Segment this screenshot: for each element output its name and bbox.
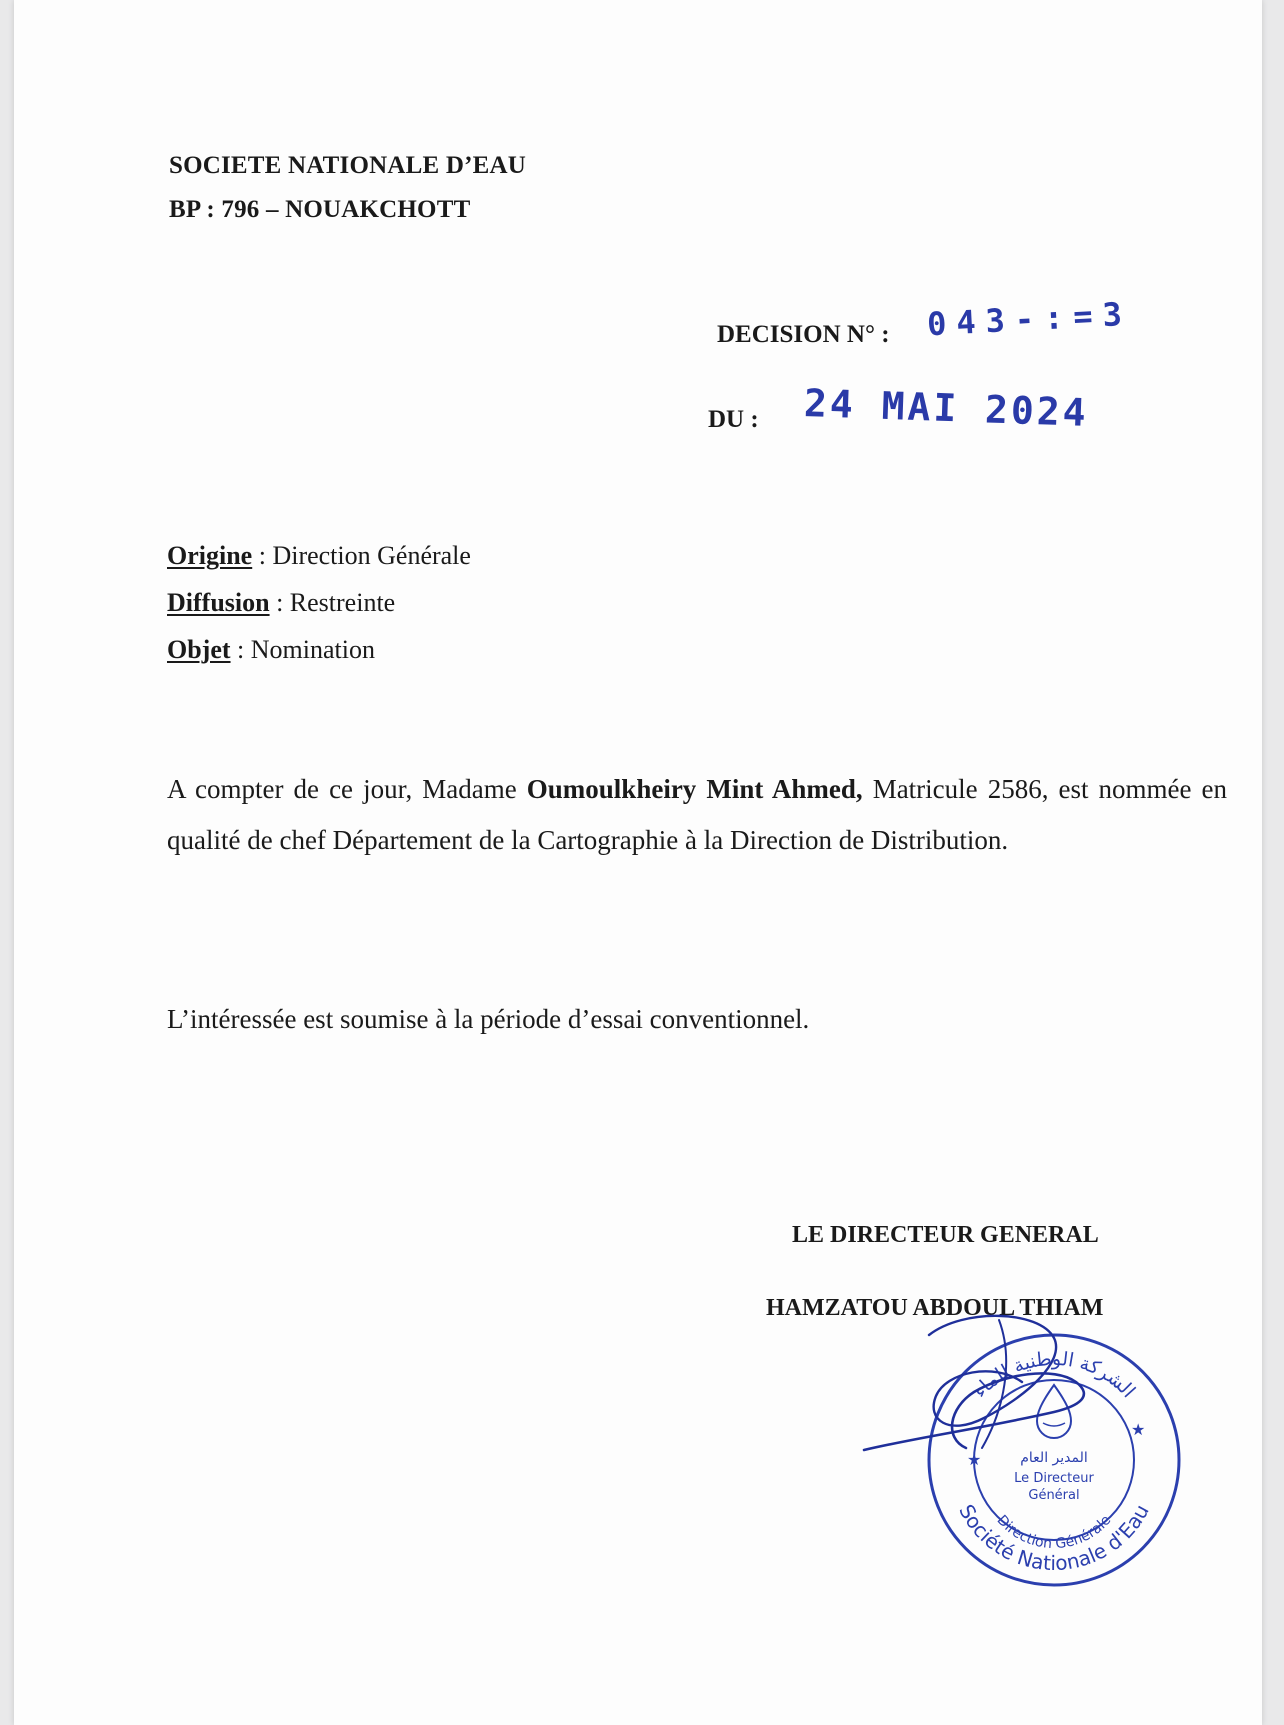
signature-title: LE DIRECTEUR GENERAL [792, 1222, 1099, 1248]
org-address: BP : 796 – NOUAKCHOTT [169, 196, 471, 223]
diffusion-line [167, 588, 395, 618]
decision-number-stamp: 043-:=3 [926, 294, 1133, 344]
object-label: Objet [167, 635, 231, 664]
origin-line [167, 541, 471, 571]
body-paragraph-2: L’intéressée est soumise à la période d’essai conventionnel. [167, 1004, 810, 1034]
seal-star-right-icon: ★ [1131, 1422, 1146, 1439]
decision-number-label: DECISION N° : [717, 321, 890, 348]
document-page [14, 0, 1262, 1725]
employee-name: Oumoulkheiry Mint Ahmed, [526, 774, 863, 804]
seal-arabic-ring-text: الشركة الوطنية للماء [968, 1347, 1140, 1403]
p1-rest: Matricule 2586, est nommée en qualité de chef Département de la Cartographie à la Direction de Distribution. [167, 774, 1228, 855]
seal-center-line-2: Général [1028, 1488, 1080, 1503]
origin-value: : Direction Générale [252, 541, 471, 570]
seal-inner-text: Direction Générale [993, 1512, 1115, 1553]
org-name: SOCIETE NATIONALE D’EAU [169, 152, 526, 179]
decision-date-stamp: 24 MAI 2024 [803, 381, 1090, 435]
diffusion-label: Diffusion [167, 588, 270, 617]
diffusion-value: : Restreinte [269, 588, 396, 617]
handwritten-signature [854, 1300, 1134, 1470]
origin-label: Origine [167, 541, 253, 570]
signatory-name: HAMZATOU ABDOUL THIAM [766, 1295, 1104, 1321]
object-line [167, 635, 375, 665]
seal-star-left-icon: ★ [967, 1452, 982, 1469]
seal-center-line-1: Le Directeur [1014, 1471, 1094, 1486]
seal-arabic-center: المدير العام [1020, 1450, 1088, 1466]
body-paragraph-1 [167, 764, 1227, 866]
p1-intro: A compter de ce jour, Madame [167, 774, 527, 804]
decision-date-label: DU : [708, 406, 759, 433]
object-value: : Nomination [230, 635, 375, 664]
seal-ring-text: Société Nationale d'Eau [954, 1500, 1154, 1576]
